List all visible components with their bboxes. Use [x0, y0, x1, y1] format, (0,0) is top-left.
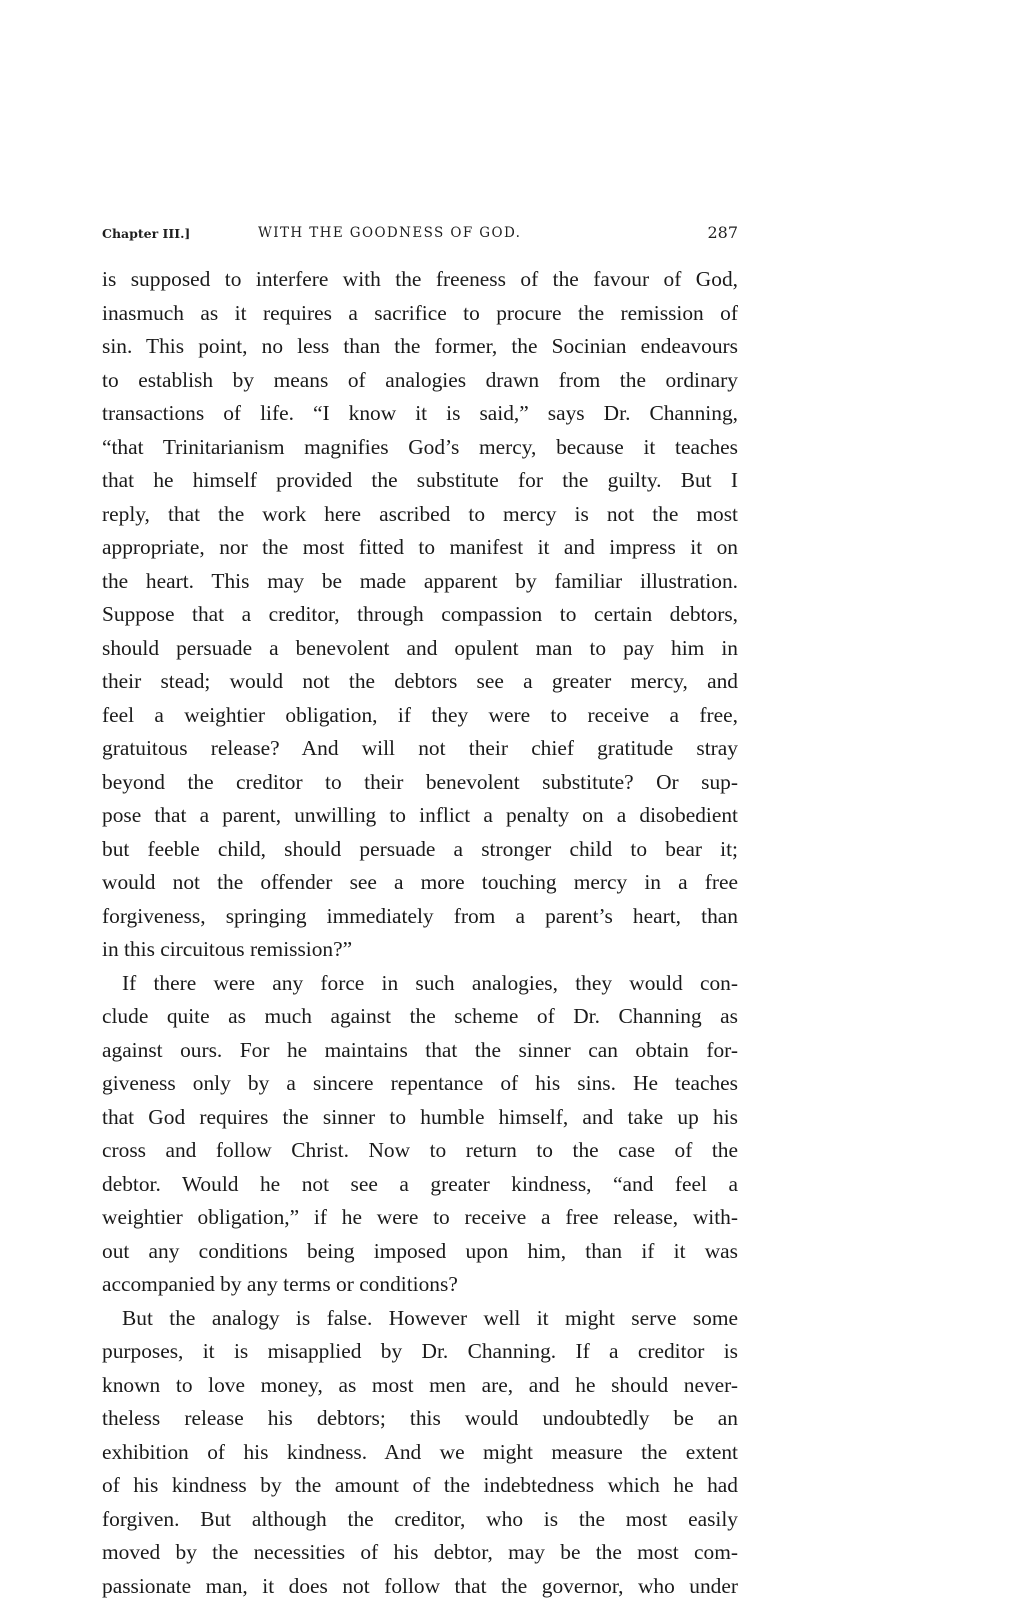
running-title: WITH THE GOODNESS OF GOD.	[258, 225, 521, 241]
text-line: sin. This point, no less than the former, the Socinian endeavours	[102, 330, 738, 364]
text-line: known to love money, as most men are, and he should never-	[102, 1369, 738, 1403]
text-line: weightier obligation,” if he were to receive a free release, with-	[102, 1201, 738, 1235]
text-line: giveness only by a sincere repentance of his sins. He teaches	[102, 1067, 738, 1101]
paragraph-3	[102, 1302, 738, 1603]
text-line: their stead; would not the debtors see a greater mercy, and	[102, 665, 738, 699]
text-line: transactions of life. “I know it is said,” says Dr. Channing,	[102, 397, 738, 431]
paragraph-2	[102, 967, 738, 1302]
text-line: feel a weightier obligation, if they were to receive a free,	[102, 699, 738, 733]
text-line: beyond the creditor to their benevolent substitute? Or sup-	[102, 766, 738, 800]
running-head	[102, 222, 738, 246]
text-line: appropriate, nor the most fitted to manifest it and impress it on	[102, 531, 738, 565]
text-line: clude quite as much against the scheme of Dr. Channing as	[102, 1000, 738, 1034]
text-line: inasmuch as it requires a sacrifice to procure the remission of	[102, 297, 738, 331]
text-line: forgiveness, springing immediately from a parent’s heart, than	[102, 900, 738, 934]
text-line: against ours. For he maintains that the sinner can obtain for-	[102, 1034, 738, 1068]
text-line: theless release his debtors; this would undoubtedly be an	[102, 1402, 738, 1436]
text-line: that God requires the sinner to humble himself, and take up his	[102, 1101, 738, 1135]
text-line: debtor. Would he not see a greater kindness, “and feel a	[102, 1168, 738, 1202]
text-line: accompanied by any terms or conditions?	[102, 1268, 738, 1302]
text-line: is supposed to interfere with the freeness of the favour of God,	[102, 263, 738, 297]
text-line: would not the offender see a more touching mercy in a free	[102, 866, 738, 900]
paragraph-1	[102, 263, 738, 967]
text-line: passionate man, it does not follow that the governor, who under	[102, 1570, 738, 1603]
text-line: pose that a parent, unwilling to inflict a penalty on a disobedient	[102, 799, 738, 833]
text-line: Suppose that a creditor, through compassion to certain debtors,	[102, 598, 738, 632]
text-line: purposes, it is misapplied by Dr. Channing. If a creditor is	[102, 1335, 738, 1369]
text-line: that he himself provided the substitute for the guilty. But I	[102, 464, 738, 498]
text-line: “that Trinitarianism magnifies God’s mercy, because it teaches	[102, 431, 738, 465]
text-line: of his kindness by the amount of the indebtedness which he had	[102, 1469, 738, 1503]
text-line: exhibition of his kindness. And we might measure the extent	[102, 1436, 738, 1470]
text-line: But the analogy is false. However well it might serve some	[102, 1302, 738, 1336]
text-line: in this circuitous remission?”	[102, 933, 738, 967]
text-line: the heart. This may be made apparent by familiar illustration.	[102, 565, 738, 599]
body-text	[102, 263, 738, 1603]
text-line: forgiven. But although the creditor, who is the most easily	[102, 1503, 738, 1537]
page-number: 287	[707, 223, 738, 242]
text-line: reply, that the work here ascribed to mercy is not the most	[102, 498, 738, 532]
text-line: to establish by means of analogies drawn from the ordinary	[102, 364, 738, 398]
text-line: cross and follow Christ. Now to return to the case of the	[102, 1134, 738, 1168]
text-line: but feeble child, should persuade a stronger child to bear it;	[102, 833, 738, 867]
text-line: gratuitous release? And will not their chief gratitude stray	[102, 732, 738, 766]
chapter-label: Chapter III.]	[102, 226, 190, 241]
text-line: should persuade a benevolent and opulent man to pay him in	[102, 632, 738, 666]
text-line: out any conditions being imposed upon him, than if it was	[102, 1235, 738, 1269]
text-line: moved by the necessities of his debtor, may be the most com-	[102, 1536, 738, 1570]
text-line: If there were any force in such analogies, they would con-	[102, 967, 738, 1001]
book-page	[102, 222, 738, 1603]
